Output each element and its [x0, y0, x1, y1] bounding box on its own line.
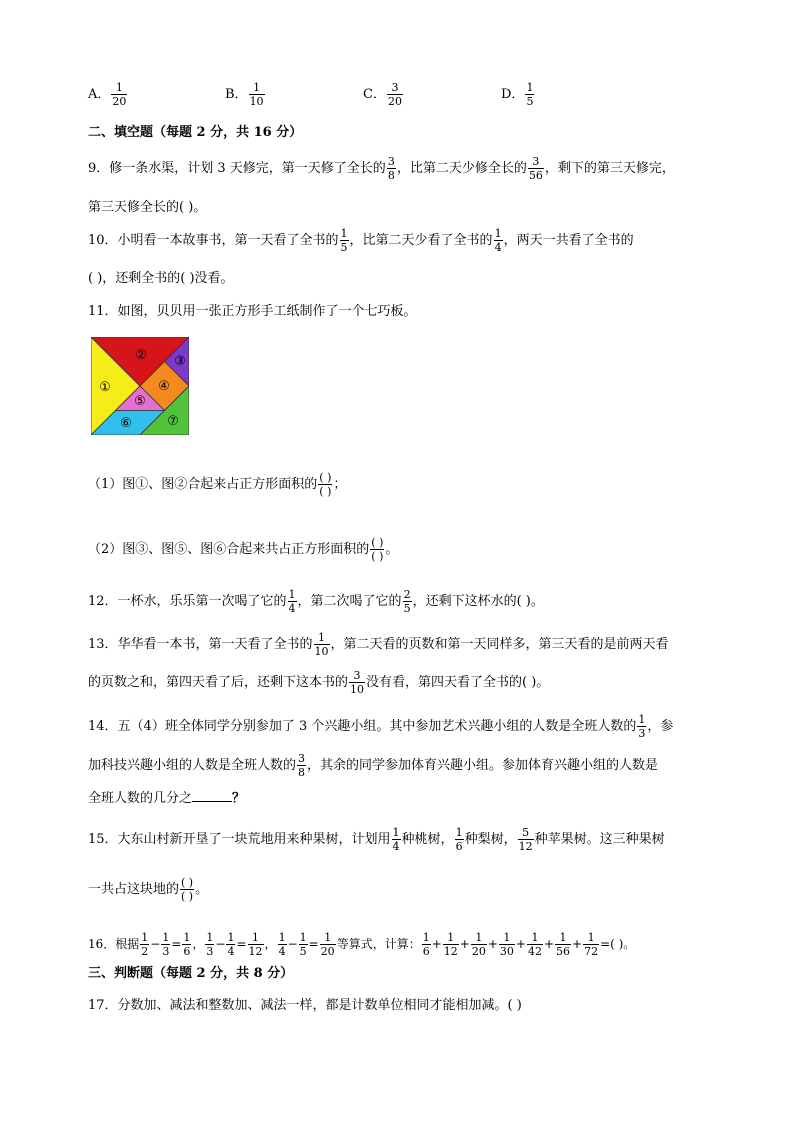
- fraction: $\frac{1}{6}$: [183, 931, 191, 958]
- question-13-line1: 13．华华看一本书，第一天看了全书的 $\frac{1}{10}$ ，第二天看的页数和第一天同样多，第三天看的是前两天看: [88, 631, 669, 658]
- section-heading-true-false: 三、判断题（每题 2 分，共 8 分）: [88, 966, 294, 981]
- fraction: $\frac{1}{4}$: [392, 826, 400, 853]
- option-d: D． $\frac{1}{5}$: [501, 81, 534, 108]
- question-11-stem: 11．如图，贝贝用一张正方形手工纸制作了一个七巧板。: [88, 304, 417, 319]
- question-12: 12．一杯水，乐乐第一次喝了它的 $\frac{1}{4}$ ，第二次喝了它的 $\frac{2}{5}$ ，还剩下这杯水的( )。: [88, 588, 544, 615]
- tangram-label-3: ③: [174, 354, 186, 369]
- tangram-label-7: ⑦: [167, 414, 179, 429]
- fraction: $\frac{1}{3}$: [206, 931, 214, 958]
- fraction: $\frac{1}{72}$: [584, 931, 599, 958]
- fraction: $\frac{1}{42}$: [527, 931, 542, 958]
- fraction: $\frac{1}{56}$: [556, 931, 571, 958]
- fraction: $\frac{1}{4}$: [278, 931, 286, 958]
- tangram-label-5: ⑤: [134, 394, 146, 409]
- fraction: $\frac{1}{4}$: [227, 931, 235, 958]
- fraction: $\frac{1}{20}$: [471, 931, 486, 958]
- fraction: $\frac{1}{3}$: [162, 931, 170, 958]
- fraction: $\frac{3}{8}$: [298, 752, 306, 779]
- option-c: C． $\frac{3}{20}$: [363, 81, 402, 108]
- answer-blank-fraction[interactable]: $\frac{( )}{( )}$: [319, 471, 332, 498]
- question-9-line1: 9．修一条水渠，计划 3 天修完，第一天修了全长的 $\frac{3}{8}$ ，比第二天少修全长的 $\frac{3}{56}$ ，剩下的第三天修完，: [88, 155, 675, 182]
- fraction: $\frac{1}{20}$: [320, 931, 335, 958]
- fraction: $\frac{3}{8}$: [387, 155, 395, 182]
- question-9-line2: 第三天修全长的( )。: [88, 200, 207, 215]
- fraction: $\frac{1}{4}$: [288, 588, 296, 615]
- question-10-line2: ( )，还剩全书的( )没看。: [88, 271, 234, 286]
- fraction: $\frac{1}{6}$: [455, 826, 463, 853]
- answer-blank[interactable]: [192, 801, 232, 802]
- question-17: 17．分数加、减法和整数加、减法一样，都是计数单位相同才能相加减。( ): [88, 998, 522, 1013]
- answer-blank-fraction[interactable]: $\frac{( )}{( )}$: [181, 876, 194, 903]
- fraction: $\frac{1}{4}$: [494, 227, 502, 254]
- question-11-part1: （1）图①、图②合起来占正方形面积的 $\frac{( )}{( )}$ ；: [88, 471, 347, 498]
- answer-blank-fraction[interactable]: $\frac{( )}{( )}$: [371, 536, 384, 563]
- question-14-line1: 14．五（4）班全体同学分别参加了 3 个兴趣小组。其中参加艺术兴趣小组的人数是全班人数的 $\frac{1}{3}$ ，参: [88, 713, 674, 740]
- fraction: $\frac{1}{10}$: [314, 631, 329, 658]
- option-a: A． $\frac{1}{20}$: [88, 81, 127, 108]
- tangram-label-1: ①: [99, 380, 111, 395]
- fraction: $\frac{1}{12}$: [443, 931, 458, 958]
- fraction: $\frac{1}{5}$: [299, 931, 307, 958]
- question-11-part2: （2）图③、图⑤、图⑥合起来共占正方形面积的 $\frac{( )}{( )}$ 。: [88, 536, 399, 563]
- fraction: $\frac{5}{12}$: [518, 826, 533, 853]
- fraction: $\frac{1}{6}$: [422, 931, 430, 958]
- fraction: $\frac{1}{3}$: [638, 713, 646, 740]
- tangram-label-2: ②: [135, 348, 147, 363]
- fraction: $\frac{2}{5}$: [403, 588, 411, 615]
- fraction: $\frac{1}{10}$: [249, 81, 264, 108]
- question-10-line1: 10．小明看一本故事书，第一天看了全书的 $\frac{1}{5}$ ，比第二天少看了全书的 $\frac{1}{4}$ ，两天一共看了全书的: [88, 227, 634, 254]
- tangram-label-4: ④: [158, 379, 170, 394]
- fraction: $\frac{3}{10}$: [350, 669, 365, 696]
- question-15-line1: 15．大东山村新开垦了一块荒地用来种果树，计划用 $\frac{1}{4}$ 种桃树， $\frac{1}{6}$ 种梨树， $\frac{5}{12}$ 种苹果树。这三种果树: [88, 826, 665, 853]
- option-b: B． $\frac{1}{10}$: [225, 81, 264, 108]
- question-13-line2: 的页数之和，第四天看了后，还剩下这本书的 $\frac{3}{10}$ 没有看，第四天看了全书的( )。: [88, 669, 550, 696]
- fraction: $\frac{1}{30}$: [499, 931, 514, 958]
- fraction: $\frac{1}{5}$: [526, 81, 534, 108]
- fraction: $\frac{1}{20}$: [112, 81, 127, 108]
- question-14-line2: 加科技兴趣小组的人数是全班人数的 $\frac{3}{8}$ ，其余的同学参加体育兴趣小组。参加体育兴趣小组的人数是: [88, 752, 659, 779]
- fraction: $\frac{3}{20}$: [387, 81, 402, 108]
- question-15-line2: 一共占这块地的 $\frac{( )}{( )}$ 。: [88, 876, 209, 903]
- fraction: $\frac{3}{56}$: [528, 155, 543, 182]
- tangram-label-6: ⑥: [120, 416, 132, 431]
- fraction: $\frac{1}{5}$: [340, 227, 348, 254]
- section-heading-fill-in: 二、填空题（每题 2 分，共 16 分）: [88, 125, 303, 140]
- question-14-line3: 全班人数的几分之 ？: [88, 791, 246, 806]
- tangram-figure: [91, 337, 189, 435]
- fraction: $\frac{1}{2}$: [141, 931, 149, 958]
- question-16: 16．根据 $\frac{1}{2}$ − $\frac{1}{3}$ = $\frac{1}{6}$ ， $\frac{1}{3}$ − $\frac{1}{4}$ = $\frac{1}{12}$ ， $\frac{1}{4}$ − $\frac{1}{5}$ = $\frac{1}{20}$ 等算式，计算： $\frac{1}{6}$ + $\frac{1}{12}$ + $\frac{1}{20}$ + $\frac{1}{30}$ + $\frac{1}{42}$ + $\frac{1}{56}$ + $\frac{1}{72}$ =( )。: [88, 931, 636, 958]
- fraction: $\frac{1}{12}$: [248, 931, 263, 958]
